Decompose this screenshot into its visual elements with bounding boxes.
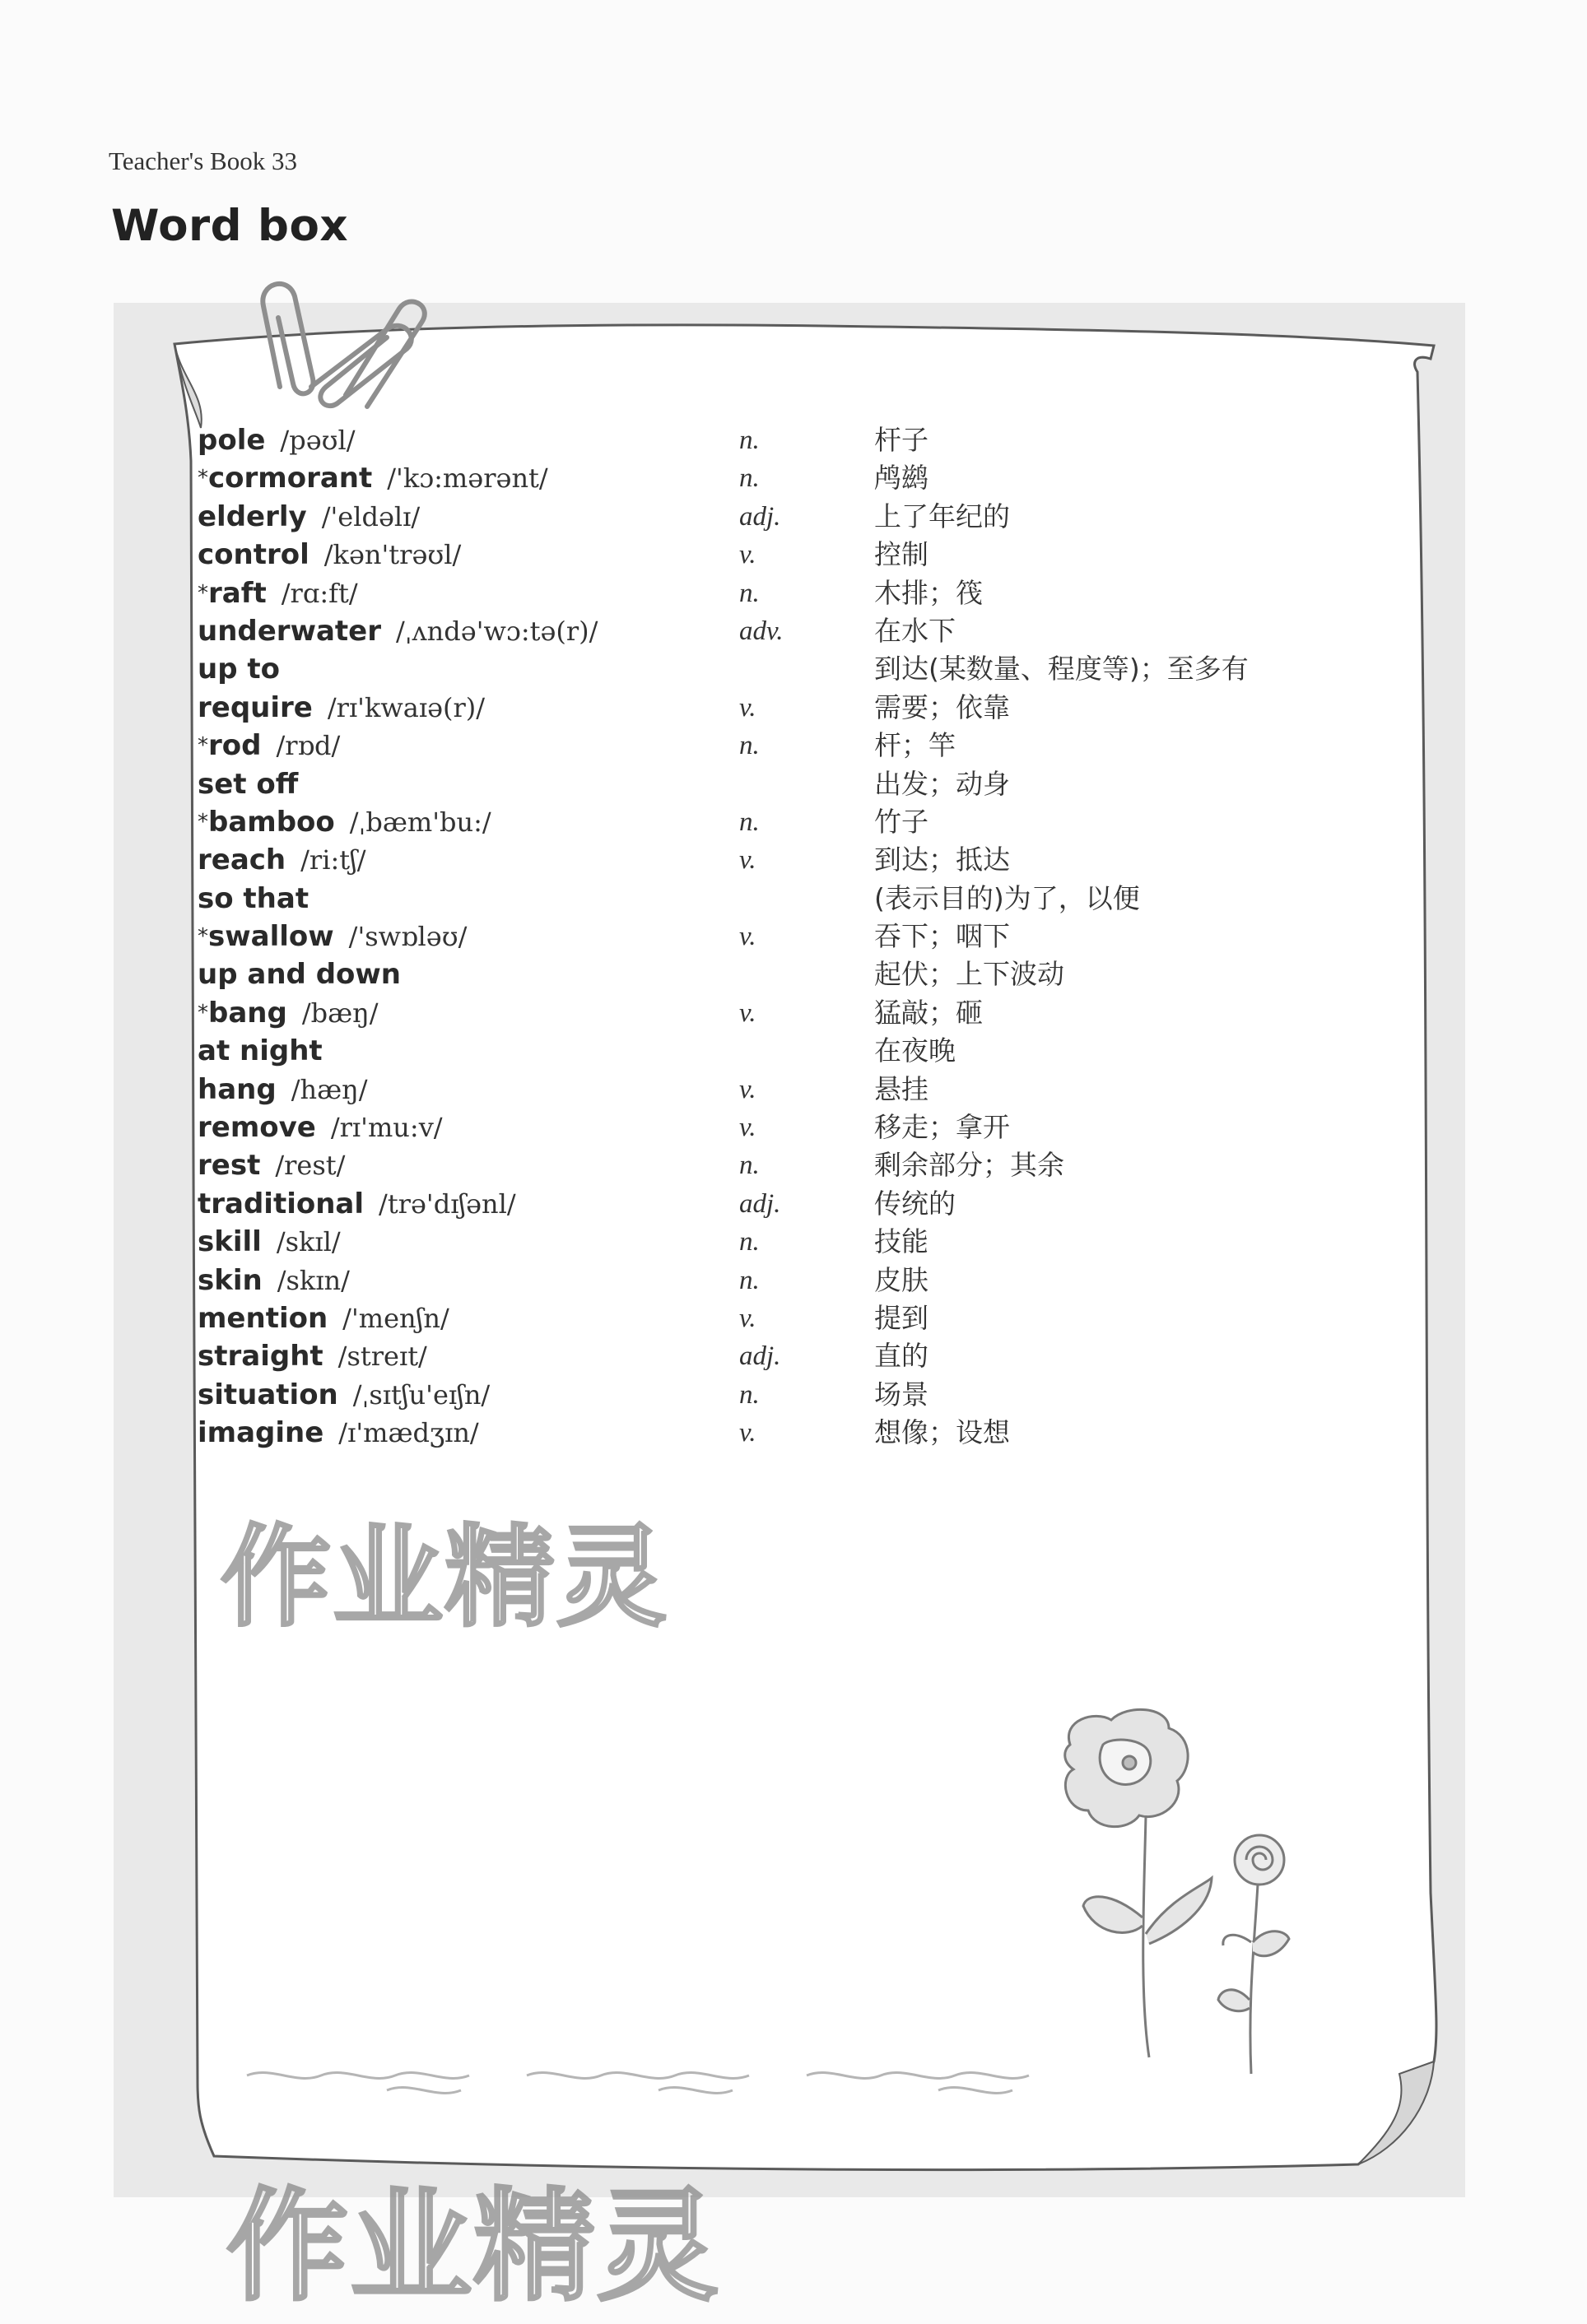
part-of-speech: n. <box>739 1150 760 1181</box>
meaning: 剩余部分；其余 <box>874 1149 1064 1182</box>
part-of-speech: n. <box>739 578 760 608</box>
phonetic: /pəʊl/ <box>280 425 356 456</box>
headword <box>198 1185 516 1223</box>
headword <box>198 994 379 1032</box>
part-of-speech: v. <box>739 692 756 723</box>
headword <box>198 955 416 993</box>
word-entry <box>198 1109 1350 1146</box>
word-entry <box>198 841 1350 879</box>
word-text: straight <box>198 1340 323 1373</box>
meaning: 到达；抵达 <box>874 844 1010 876</box>
part-of-speech: adj. <box>739 1188 781 1219</box>
word-entry <box>198 1146 1350 1184</box>
phonetic: /'menʃn/ <box>342 1302 449 1334</box>
word-text: bang <box>208 996 287 1030</box>
meaning: 杆子 <box>874 424 928 456</box>
star-marker: * <box>198 924 208 950</box>
word-entry <box>198 1223 1350 1261</box>
headword <box>198 1071 368 1109</box>
headword <box>198 918 467 955</box>
part-of-speech: v. <box>739 997 756 1028</box>
word-entry <box>198 1414 1350 1452</box>
star-marker: * <box>198 580 208 606</box>
word-text: at night <box>198 1034 323 1068</box>
phonetic: /ri:tʃ/ <box>300 844 366 876</box>
phonetic: /'kɔ:mərənt/ <box>387 462 548 495</box>
word-text: mention <box>198 1301 328 1335</box>
headword <box>198 612 598 650</box>
word-text: rod <box>208 729 262 763</box>
word-entry <box>198 498 1350 536</box>
word-entry <box>198 421 1350 459</box>
phonetic: /skɪn/ <box>277 1264 350 1296</box>
part-of-speech: n. <box>739 1227 760 1257</box>
part-of-speech: n. <box>739 1379 760 1410</box>
word-entry <box>198 1032 1350 1070</box>
headword <box>198 459 548 497</box>
headword <box>198 574 358 612</box>
word-entry <box>198 1376 1350 1414</box>
star-marker: * <box>198 1000 208 1025</box>
word-entry <box>198 459 1350 497</box>
word-text: imagine <box>198 1416 324 1450</box>
word-entry <box>198 955 1350 993</box>
word-entry <box>198 689 1350 727</box>
meaning: 直的 <box>874 1340 928 1373</box>
phonetic: /ɪ'mædʒɪn/ <box>338 1417 479 1449</box>
part-of-speech: v. <box>739 1303 756 1333</box>
headword <box>198 765 313 803</box>
page-label: Teacher's Book 33 <box>109 146 297 175</box>
headword <box>198 803 491 841</box>
word-text: up to <box>198 653 280 686</box>
part-of-speech: adj. <box>739 501 781 532</box>
headword <box>198 841 366 879</box>
meaning: 想像；设想 <box>874 1416 1010 1449</box>
word-entry <box>198 650 1350 688</box>
part-of-speech: n. <box>739 731 760 761</box>
headword <box>198 880 323 918</box>
word-text: up and down <box>198 958 402 992</box>
part-of-speech: n. <box>739 806 760 837</box>
watermark-text: 作业精灵 <box>226 2176 720 2317</box>
part-of-speech: adj. <box>739 1341 781 1372</box>
word-entry <box>198 612 1350 650</box>
meaning: 竹子 <box>874 805 928 838</box>
word-list <box>198 421 1350 1452</box>
word-entry <box>198 994 1350 1032</box>
word-text: pole <box>198 424 266 457</box>
word-text: remove <box>198 1111 316 1145</box>
part-of-speech: adv. <box>739 616 784 646</box>
word-text: traditional <box>198 1187 365 1220</box>
phonetic: /ˌʌndə'wɔ:tə(r)/ <box>396 615 598 647</box>
headword <box>198 1146 345 1184</box>
word-entry <box>198 1262 1350 1299</box>
word-entry <box>198 574 1350 612</box>
headword <box>198 421 355 459</box>
meaning: 木排；筏 <box>874 576 983 609</box>
phonetic: /streɪt/ <box>337 1341 427 1373</box>
part-of-speech: v. <box>739 1074 756 1104</box>
word-entry <box>198 1337 1350 1375</box>
part-of-speech: n. <box>739 1265 760 1295</box>
meaning: 技能 <box>874 1225 928 1258</box>
phonetic: /rɪ'mu:v/ <box>330 1112 443 1144</box>
part-of-speech: v. <box>739 922 756 952</box>
part-of-speech: n. <box>739 463 760 494</box>
meaning: 场景 <box>874 1378 928 1411</box>
watermark-text: 作业精灵 <box>221 1513 669 1642</box>
headword <box>198 1262 350 1299</box>
star-marker: * <box>198 733 208 759</box>
word-entry <box>198 1071 1350 1109</box>
meaning: 猛敲；砸 <box>874 996 983 1029</box>
meaning: 在水下 <box>874 614 956 647</box>
word-entry <box>198 1299 1350 1337</box>
meaning: 杆；竿 <box>874 729 956 762</box>
part-of-speech: v. <box>739 540 756 570</box>
headword <box>198 1109 443 1146</box>
phonetic: /skɪl/ <box>276 1226 341 1258</box>
word-text: rest <box>198 1149 261 1183</box>
phonetic: /ˌbæm'bu:/ <box>349 806 491 838</box>
word-entry <box>198 765 1350 803</box>
word-text: raft <box>208 576 267 610</box>
word-text: control <box>198 538 309 572</box>
part-of-speech: n. <box>739 425 760 455</box>
word-text: set off <box>198 767 299 801</box>
meaning: (表示目的)为了，以便 <box>874 881 1140 914</box>
word-text: hang <box>198 1072 277 1106</box>
headword <box>198 689 485 727</box>
phonetic: /rest/ <box>275 1150 346 1182</box>
phonetic: /kən'trəʊl/ <box>323 539 462 571</box>
word-entry <box>198 536 1350 574</box>
meaning: 传统的 <box>874 1187 956 1220</box>
phonetic: /'eldəlɪ/ <box>321 500 421 532</box>
word-text: so that <box>198 881 309 915</box>
headword <box>198 1414 479 1452</box>
meaning: 上了年纪的 <box>874 500 1010 532</box>
star-marker: * <box>198 466 208 491</box>
meaning: 起伏；上下波动 <box>874 958 1064 991</box>
part-of-speech: v. <box>739 845 756 876</box>
meaning: 鸬鹚 <box>874 462 928 495</box>
part-of-speech: v. <box>739 1418 756 1448</box>
headword <box>198 498 420 536</box>
headword <box>198 1337 427 1375</box>
headword <box>198 536 461 574</box>
meaning: 需要；依靠 <box>874 690 1010 723</box>
word-entry <box>198 803 1350 841</box>
word-text: swallow <box>208 920 334 954</box>
headword <box>198 1299 449 1337</box>
meaning: 到达(某数量、程度等)；至多有 <box>874 653 1249 686</box>
section-title: Word box <box>111 201 349 251</box>
part-of-speech: v. <box>739 1113 756 1143</box>
meaning: 吞下；咽下 <box>874 920 1010 953</box>
meaning: 出发；动身 <box>874 767 1010 800</box>
word-entry <box>198 1185 1350 1223</box>
word-entry <box>198 880 1350 918</box>
word-text: reach <box>198 844 286 877</box>
word-entry <box>198 727 1350 765</box>
headword <box>198 1376 490 1414</box>
headword <box>198 1032 337 1070</box>
meaning: 皮肤 <box>874 1263 928 1296</box>
meaning: 在夜晚 <box>874 1034 956 1067</box>
word-text: elderly <box>198 500 307 533</box>
headword <box>198 650 295 688</box>
phonetic: /hæŋ/ <box>291 1073 368 1105</box>
meaning: 提到 <box>874 1301 928 1334</box>
star-marker: * <box>198 809 208 834</box>
headword <box>198 1223 341 1261</box>
meaning: 控制 <box>874 538 928 571</box>
phonetic: /rɪ'kwaɪə(r)/ <box>327 691 486 723</box>
word-text: bamboo <box>208 805 335 839</box>
phonetic: /bæŋ/ <box>301 997 379 1029</box>
word-text: cormorant <box>208 462 373 495</box>
phonetic: /ˌsɪtʃu'eɪʃn/ <box>352 1378 491 1411</box>
word-text: skin <box>198 1263 263 1297</box>
phonetic: /rɒd/ <box>276 730 341 762</box>
phonetic: /trə'dɪʃənl/ <box>379 1188 516 1220</box>
meaning: 移走；拿开 <box>874 1111 1010 1144</box>
meaning: 悬挂 <box>874 1072 928 1105</box>
word-text: skill <box>198 1225 262 1259</box>
headword <box>198 727 340 765</box>
phonetic: /'swɒləʊ/ <box>348 921 468 953</box>
word-text: require <box>198 690 313 724</box>
word-text: underwater <box>198 614 382 648</box>
word-text: situation <box>198 1378 338 1411</box>
phonetic: /rɑ:ft/ <box>281 577 358 609</box>
word-entry <box>198 918 1350 955</box>
